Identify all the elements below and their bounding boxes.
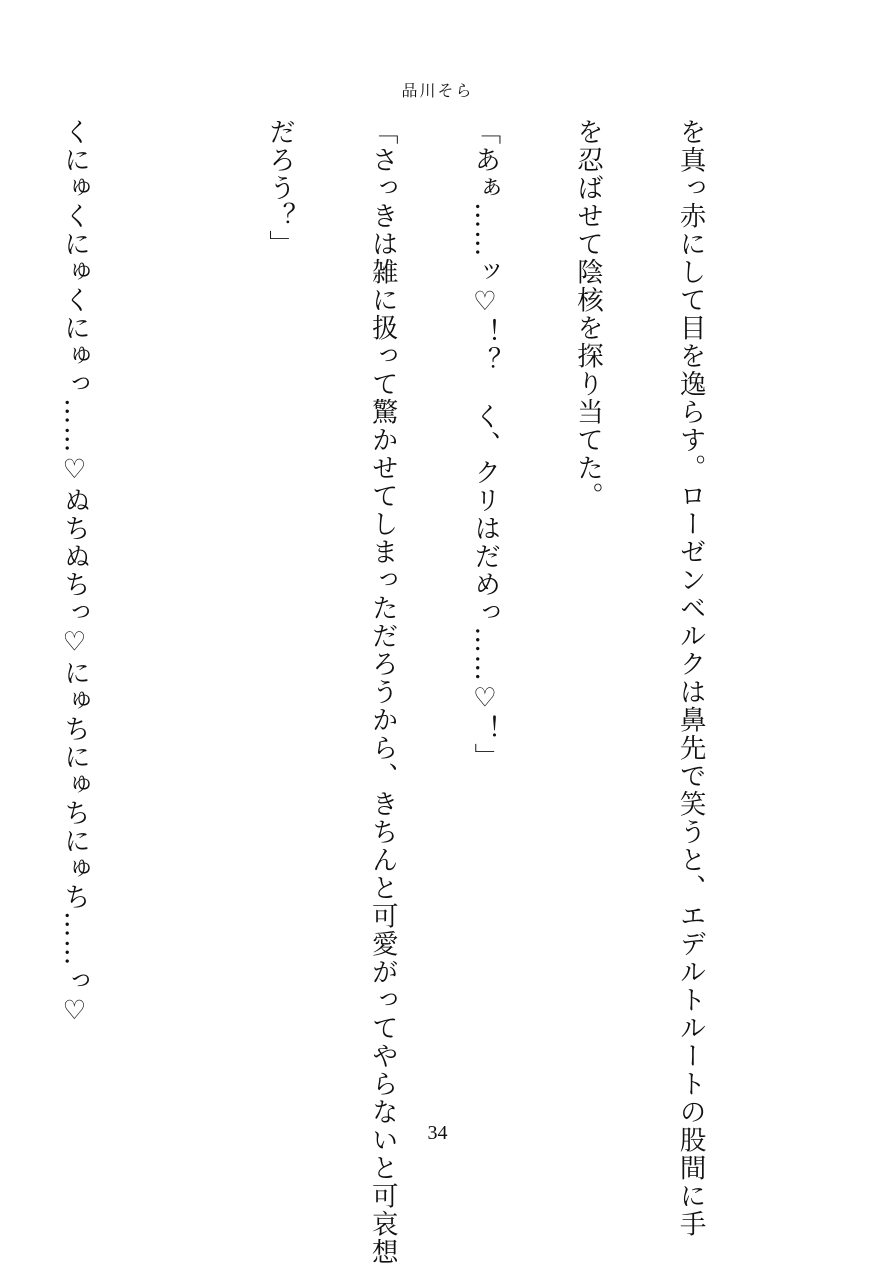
text-line: くにゅくにゅくにゅっ……♡ぬちぬちっ♡にゅちにゅちにゅち……っ♡ bbox=[58, 118, 90, 1028]
text-line: 「あぁ……ッ♡！？ く、クリはだめっ……♡！」 bbox=[469, 118, 501, 771]
text-line: を忍ばせて陰核を探り当てた。 bbox=[571, 118, 603, 510]
text-line: 「さっきは雑に扱って驚かせてしまっただろうから、きちんと可愛がってやらないと可哀想 bbox=[366, 118, 398, 1266]
text-line: だろう？」 bbox=[264, 118, 296, 258]
page-number: 34 bbox=[427, 1122, 448, 1144]
text-line: を真っ赤にして目を逸らす。ローゼンベルクは鼻先で笑うと、エデルトルートの股間に手 bbox=[674, 118, 706, 1238]
blank-line bbox=[159, 118, 193, 1078]
running-header-author: 品川そら bbox=[401, 81, 474, 100]
